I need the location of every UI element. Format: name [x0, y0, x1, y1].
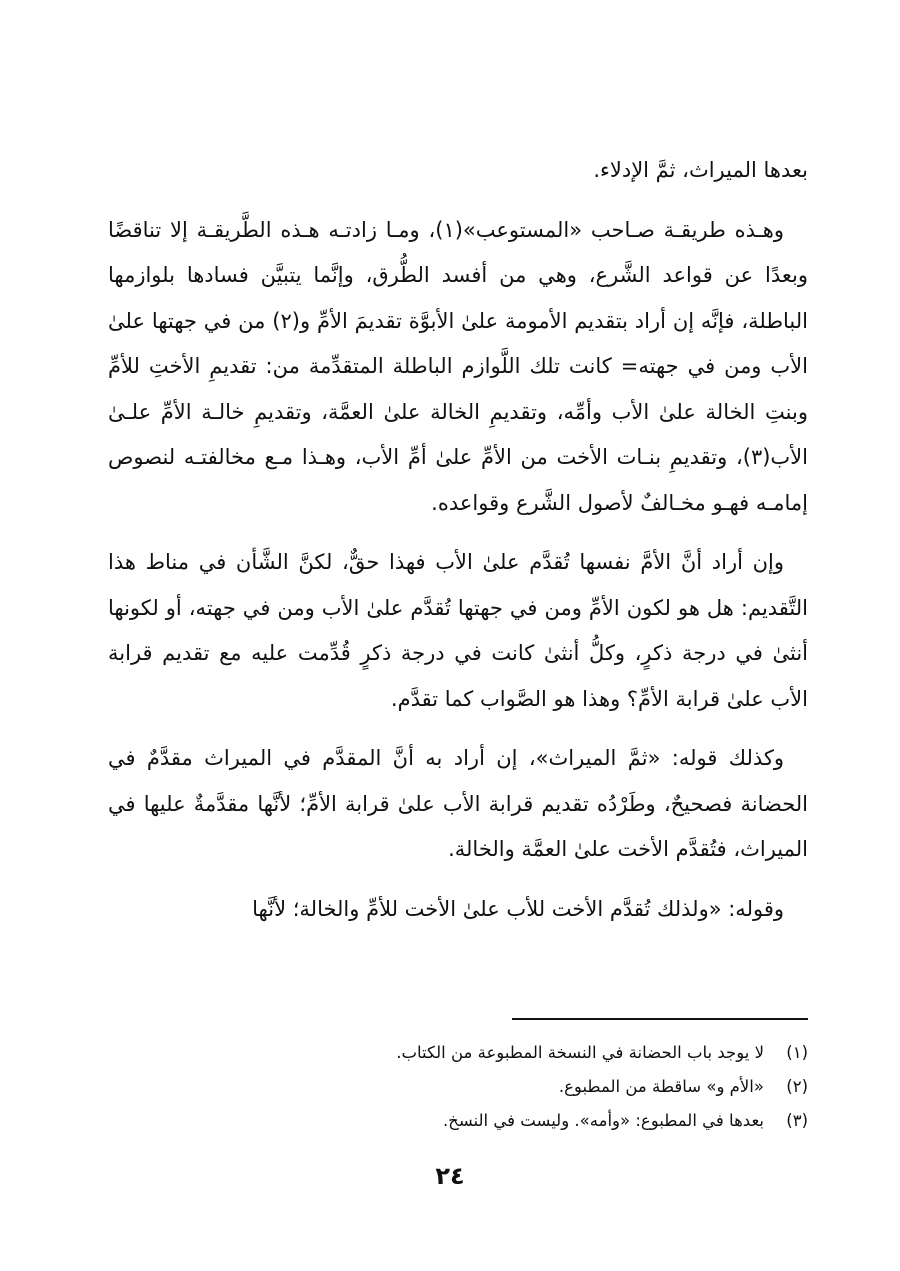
footnote-number: (١): [786, 1043, 808, 1062]
paragraph-sister-precedence: وقوله: «ولذلك تُقدَّم الأخت للأب علىٰ الأخت للأمِّ والخالة؛ لأنَّها: [252, 896, 784, 921]
footnote-1: [300, 1036, 808, 1070]
footnote-3: [300, 1104, 808, 1138]
paragraph-mother-precedence: وإن أراد أنَّ الأمَّ نفسها تُقدَّم علىٰ الأب فهذا حقٌّ، لكنَّ الشَّأن في مناط هذا التَّقديم: هل هو لكون الأمِّ ومن في جهتها تُقدَّم علىٰ الأب ومن في جهته، أو لكونها أنثىٰ في درجة ذكرٍ، وكلُّ أنثىٰ كانت في درجة ذكرٍ قُدِّمت عليه مع تقديم قرابة الأب علىٰ قرابة الأمِّ؟ وهذا هو الصَّواب كما تقدَّم.: [108, 550, 808, 711]
footnote-text: «الأم و» ساقطة من المطبوع.: [558, 1077, 764, 1096]
page-number: ٢٤: [435, 1162, 465, 1190]
footnote-text: لا يوجد باب الحضانة في النسخة المطبوعة من الكتاب.: [396, 1043, 764, 1062]
footnote-divider: [512, 1018, 808, 1020]
footnote-2: [300, 1070, 808, 1104]
paragraph-inheritance: وكذلك قوله: «ثمَّ الميراث»، إن أراد به أنَّ المقدَّم في الميراث مقدَّمٌ في الحضانة فصحيحٌ، وطَرْدُه تقديم قرابة الأب علىٰ قرابة الأمِّ؛ لأنَّها مقدَّمةٌ عليها في الميراث، فتُقدَّم الأخت علىٰ العمَّة والخالة.: [108, 746, 808, 861]
paragraph-mustawib-method: وهـذه طريقـة صـاحب «المستوعب»(١)، ومـا زادتـه هـذه الطَّريقـة إلا تناقضًا وبعدًا عن قواعد الشَّرع، وهي من أفسد الطُّرق، وإنَّما يتبيَّن فسادها بلوازمها الباطلة، فإنَّه إن أراد بتقديم الأمومة علىٰ الأبوَّة تقديمَ الأمِّ و(٢) من في جهتها علىٰ الأب ومن في جهته= كانت تلك اللَّوازم الباطلة المتقدِّمة من: تقديمِ الأختِ للأمِّ وبنتِ الخالة علىٰ الأب وأمِّه، وتقديمِ الخالة علىٰ العمَّة، وتقديمِ خالـة الأمِّ علـىٰ الأب(٣)، وتقديمِ بنـات الأخت من الأمِّ علىٰ أمِّ الأب، وهـذا مـع مخالفتـه لنصوص إمامـه فهـو مخـالفٌ لأصول الشَّرع وقواعده.: [108, 217, 809, 515]
footnote-number: (٣): [786, 1111, 808, 1130]
paragraph-continuation: بعدها الميراث، ثمَّ الإدلاء.: [593, 158, 808, 182]
footnotes: [300, 1036, 808, 1138]
page-body: [108, 148, 808, 946]
footnote-number: (٢): [786, 1077, 808, 1096]
footnote-text: بعدها في المطبوع: «وأمه». وليست في النسخ.: [442, 1111, 764, 1130]
